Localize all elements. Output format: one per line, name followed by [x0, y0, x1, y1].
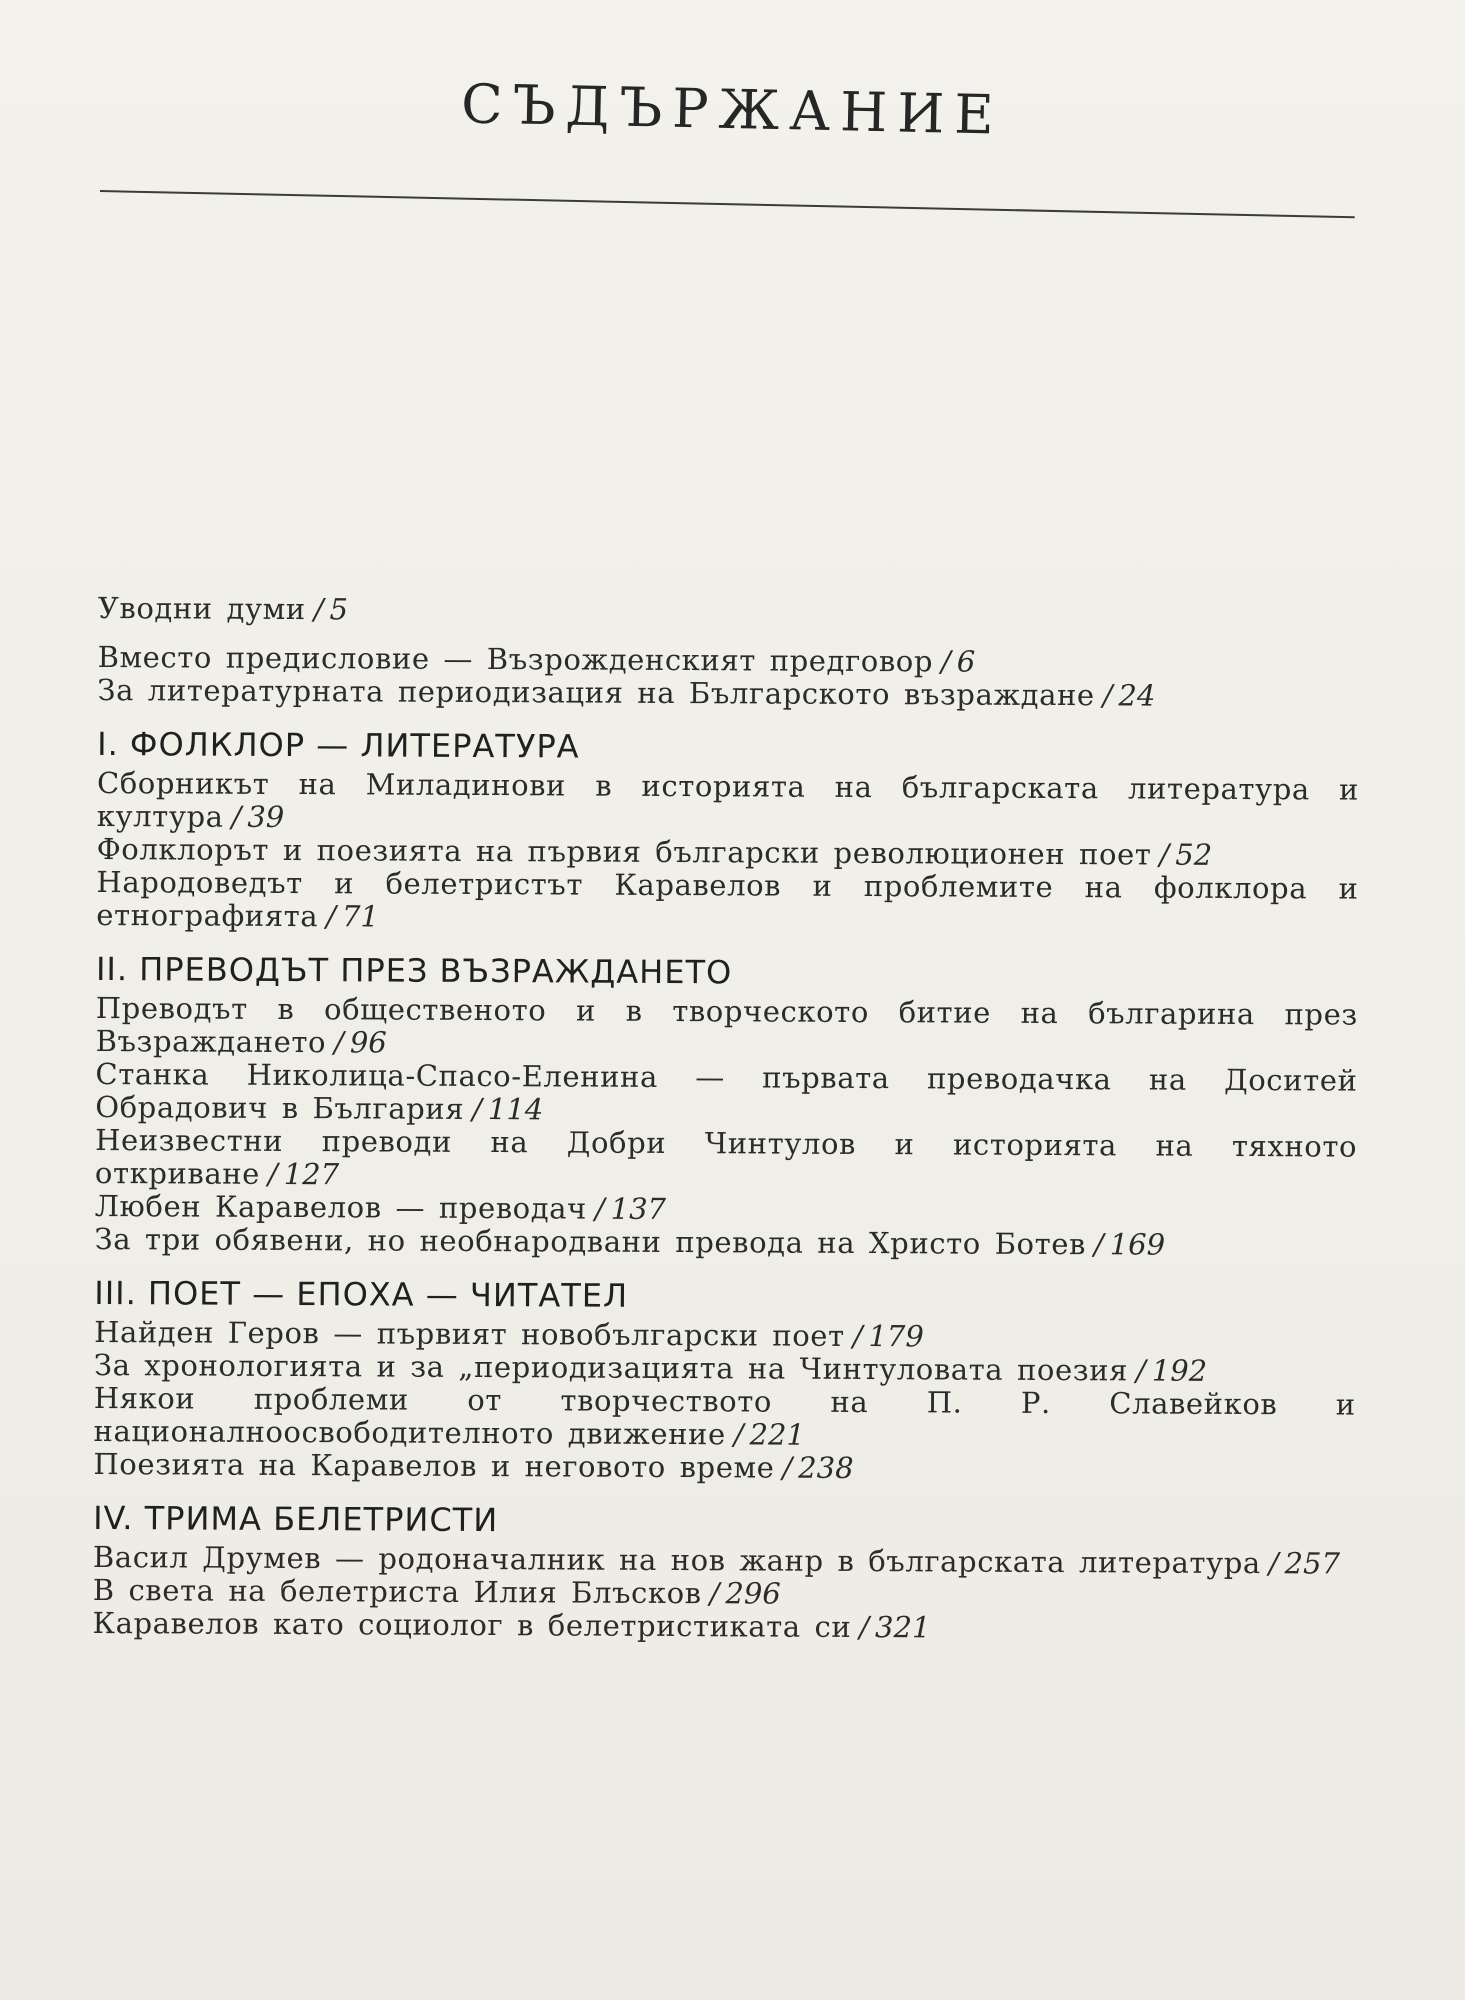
entry-title: Фолклорът и поезията на първия български революционен поет	[96, 831, 1152, 872]
entry-separator: /	[1135, 1353, 1146, 1388]
entry-page-number: 192	[1151, 1353, 1208, 1388]
toc-entry	[97, 767, 1359, 840]
entry-separator: /	[852, 1318, 863, 1354]
entry-page-number: 127	[283, 1156, 340, 1192]
entry-separator: /	[1159, 837, 1170, 872]
toc-entry	[93, 1448, 1355, 1488]
entry-page-number: 321	[875, 1610, 931, 1645]
section-heading: III. ПОЕТ — ЕПОХА — ЧИТАТЕЛ	[94, 1273, 629, 1315]
toc-section	[96, 725, 1359, 939]
entry-separator: /	[313, 592, 324, 627]
entry-page-number: 96	[349, 1025, 387, 1060]
toc-entry	[95, 1058, 1357, 1131]
entry-title: Народоведът и белетристът Каравелов и проблемите на фолклора и етнографията	[96, 864, 1359, 934]
entry-page-number: 6	[956, 644, 976, 679]
entry-title: За хронологията и за „периодизацията на Чинтуловата поезия	[93, 1347, 1129, 1388]
entry-page-number: 71	[341, 899, 379, 934]
entry-separator: /	[940, 644, 951, 679]
sections-list	[93, 725, 1360, 1647]
toc-entry	[95, 1223, 1357, 1263]
entry-page-number: 257	[1284, 1546, 1341, 1581]
entry-title: Сборникът на Миладинови в историята на българската литература и култура	[96, 765, 1360, 834]
entry-separator: /	[1102, 678, 1113, 713]
entry-page-number: 24	[1118, 678, 1156, 713]
toc-entry	[95, 1124, 1357, 1197]
entry-title: Найден Геров — първият новобългарски поет	[94, 1314, 845, 1353]
entry-title: За три обявени, но необнародвани превода на Христо Ботев	[94, 1221, 1087, 1262]
entry-separator: /	[709, 1576, 720, 1611]
entry-title: Вместо предисловие — Възрожденският предговор	[97, 639, 934, 679]
entry-title: Уводни думи	[97, 591, 306, 627]
entry-separator: /	[1093, 1227, 1104, 1262]
entry-page-number: 114	[487, 1092, 544, 1127]
entry-title: Станка Николица-Спасо-Еленина — първата преводачка на Доситей Обрадович в България	[95, 1056, 1358, 1126]
entry-title: Любен Каравелов — преводач	[94, 1188, 587, 1226]
section-heading: I. ФОЛКЛОР — ЛИТЕРАТУРА	[97, 724, 580, 766]
entry-title: Неизвестни преводи на Добри Чинтулов и историята на тяхното откриване	[94, 1122, 1358, 1191]
entry-separator: /	[1268, 1546, 1279, 1581]
page-title: СЪДЪРЖАНИЕ	[460, 72, 1005, 147]
entry-title: За литературната периодизация на Българското възраждане	[97, 672, 1095, 713]
entry-separator: /	[782, 1450, 793, 1485]
entry-separator: /	[594, 1191, 605, 1226]
section-heading: IV. ТРИМА БЕЛЕТРИСТИ	[93, 1498, 499, 1540]
entry-separator: /	[733, 1417, 744, 1452]
entry-title: В света на белетриста Илия Блъсков	[92, 1572, 702, 1611]
intro-list	[98, 592, 1360, 632]
preface-list	[97, 641, 1359, 714]
toc-entry	[96, 992, 1358, 1065]
entry-separator: /	[231, 799, 242, 834]
entry-title: Каравелов като социолог в белетристиката си	[92, 1605, 852, 1644]
title-divider	[100, 190, 1355, 218]
entry-page-number: 169	[1109, 1227, 1166, 1262]
entry-title: Преводът в общественото и в творческото битие на българина през Възраждането	[95, 990, 1358, 1060]
entry-page-number: 39	[247, 799, 285, 834]
section-heading: II. ПРЕВОДЪТ ПРЕЗ ВЪЗРАЖДАНЕТО	[95, 949, 733, 992]
entry-page-number: 5	[329, 592, 349, 627]
entry-separator: /	[859, 1610, 870, 1645]
toc-entry	[98, 592, 1360, 632]
entry-separator: /	[334, 1025, 344, 1060]
toc-entry	[97, 674, 1359, 714]
entry-page-number: 137	[610, 1191, 667, 1226]
toc-section	[93, 1499, 1356, 1647]
entry-title: Някои проблеми от творчеството на П. Р. Славейков и националноосвободителното движение	[93, 1380, 1356, 1452]
toc-section	[95, 950, 1359, 1263]
entry-separator: /	[267, 1156, 278, 1191]
toc-entry	[93, 1607, 1355, 1647]
entry-page-number: 179	[868, 1319, 924, 1354]
table-of-contents	[93, 592, 1360, 1647]
entry-page-number: 221	[749, 1417, 806, 1452]
toc-entry	[96, 866, 1358, 939]
entry-page-number: 52	[1175, 837, 1213, 872]
toc-section	[93, 1274, 1356, 1488]
entry-page-number: 296	[725, 1576, 781, 1611]
entry-title: Васил Друмев — родоначалник на нов жанр в българската литература	[92, 1539, 1261, 1581]
entry-title: Поезията на Каравелов и неговото време	[93, 1446, 775, 1485]
entry-separator: /	[472, 1091, 483, 1127]
toc-entry	[94, 1382, 1356, 1455]
entry-separator: /	[326, 899, 337, 934]
entry-page-number: 238	[798, 1450, 854, 1485]
